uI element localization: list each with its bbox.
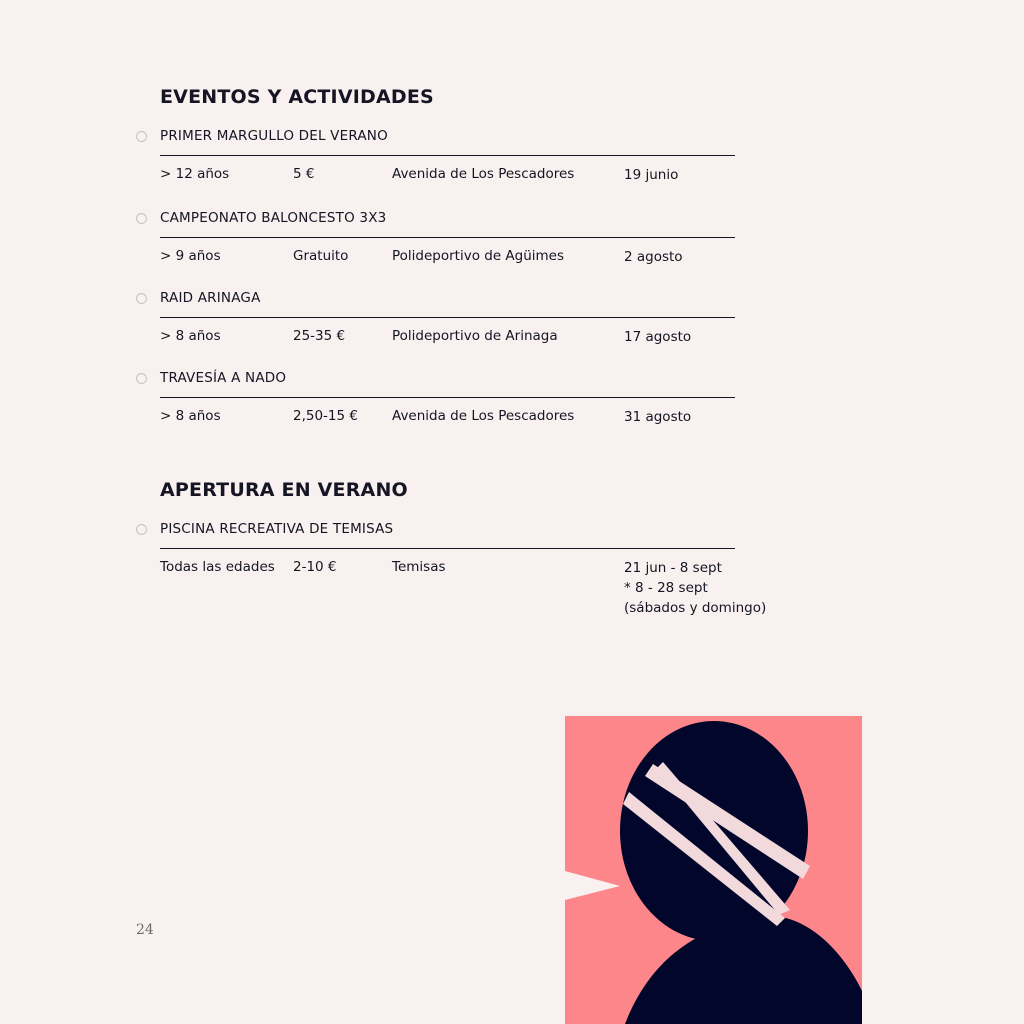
event-name: RAID ARINAGA bbox=[160, 290, 261, 306]
event-name: PISCINA RECREATIVA DE TEMISAS bbox=[160, 521, 394, 537]
event-date: 2 agosto bbox=[624, 249, 683, 265]
event-place: Polideportivo de Agüimes bbox=[392, 248, 565, 264]
divider bbox=[160, 155, 735, 156]
event-item bbox=[136, 370, 736, 425]
divider bbox=[160, 397, 735, 398]
summer-section-title: APERTURA EN VERANO bbox=[160, 479, 408, 501]
event-age: > 8 años bbox=[160, 328, 221, 344]
event-age: > 8 años bbox=[160, 408, 221, 424]
event-name: CAMPEONATO BALONCESTO 3X3 bbox=[160, 210, 387, 226]
event-date: 19 junio bbox=[624, 167, 679, 183]
event-place: Polideportivo de Arinaga bbox=[392, 328, 558, 344]
page-number: 24 bbox=[136, 922, 154, 938]
event-date: 31 agosto bbox=[624, 409, 692, 425]
event-age: Todas las edades bbox=[160, 559, 275, 575]
circle-bullet-icon bbox=[136, 131, 147, 142]
event-price: 2,50-15 € bbox=[293, 408, 358, 424]
event-place: Temisas bbox=[392, 559, 446, 575]
event-price: 5 € bbox=[293, 166, 315, 182]
event-name: PRIMER MARGULLO DEL VERANO bbox=[160, 128, 388, 144]
event-item bbox=[136, 521, 767, 616]
event-item bbox=[136, 210, 736, 265]
event-item bbox=[136, 290, 736, 345]
event-date-extra: * 8 - 28 sept bbox=[624, 580, 708, 596]
events-section-title: EVENTOS Y ACTIVIDADES bbox=[160, 86, 434, 108]
event-age: > 9 años bbox=[160, 248, 221, 264]
circle-bullet-icon bbox=[136, 373, 147, 384]
divider bbox=[160, 237, 735, 238]
event-item bbox=[136, 128, 736, 183]
circle-bullet-icon bbox=[136, 524, 147, 535]
event-date-block bbox=[624, 558, 766, 618]
event-age: > 12 años bbox=[160, 166, 230, 182]
event-date: 21 jun - 8 sept bbox=[624, 560, 722, 576]
divider bbox=[160, 317, 735, 318]
event-place: Avenida de Los Pescadores bbox=[392, 408, 575, 424]
circle-bullet-icon bbox=[136, 293, 147, 304]
event-place: Avenida de Los Pescadores bbox=[392, 166, 575, 182]
event-date: 17 agosto bbox=[624, 329, 692, 345]
swimmer-illustration bbox=[565, 716, 862, 1024]
divider bbox=[160, 548, 735, 549]
event-price: 25-35 € bbox=[293, 328, 346, 344]
event-name: TRAVESÍA A NADO bbox=[160, 370, 287, 386]
event-date-note: (sábados y domingo) bbox=[624, 600, 767, 616]
event-price: Gratuito bbox=[293, 248, 349, 264]
event-price: 2-10 € bbox=[293, 559, 337, 575]
circle-bullet-icon bbox=[136, 213, 147, 224]
